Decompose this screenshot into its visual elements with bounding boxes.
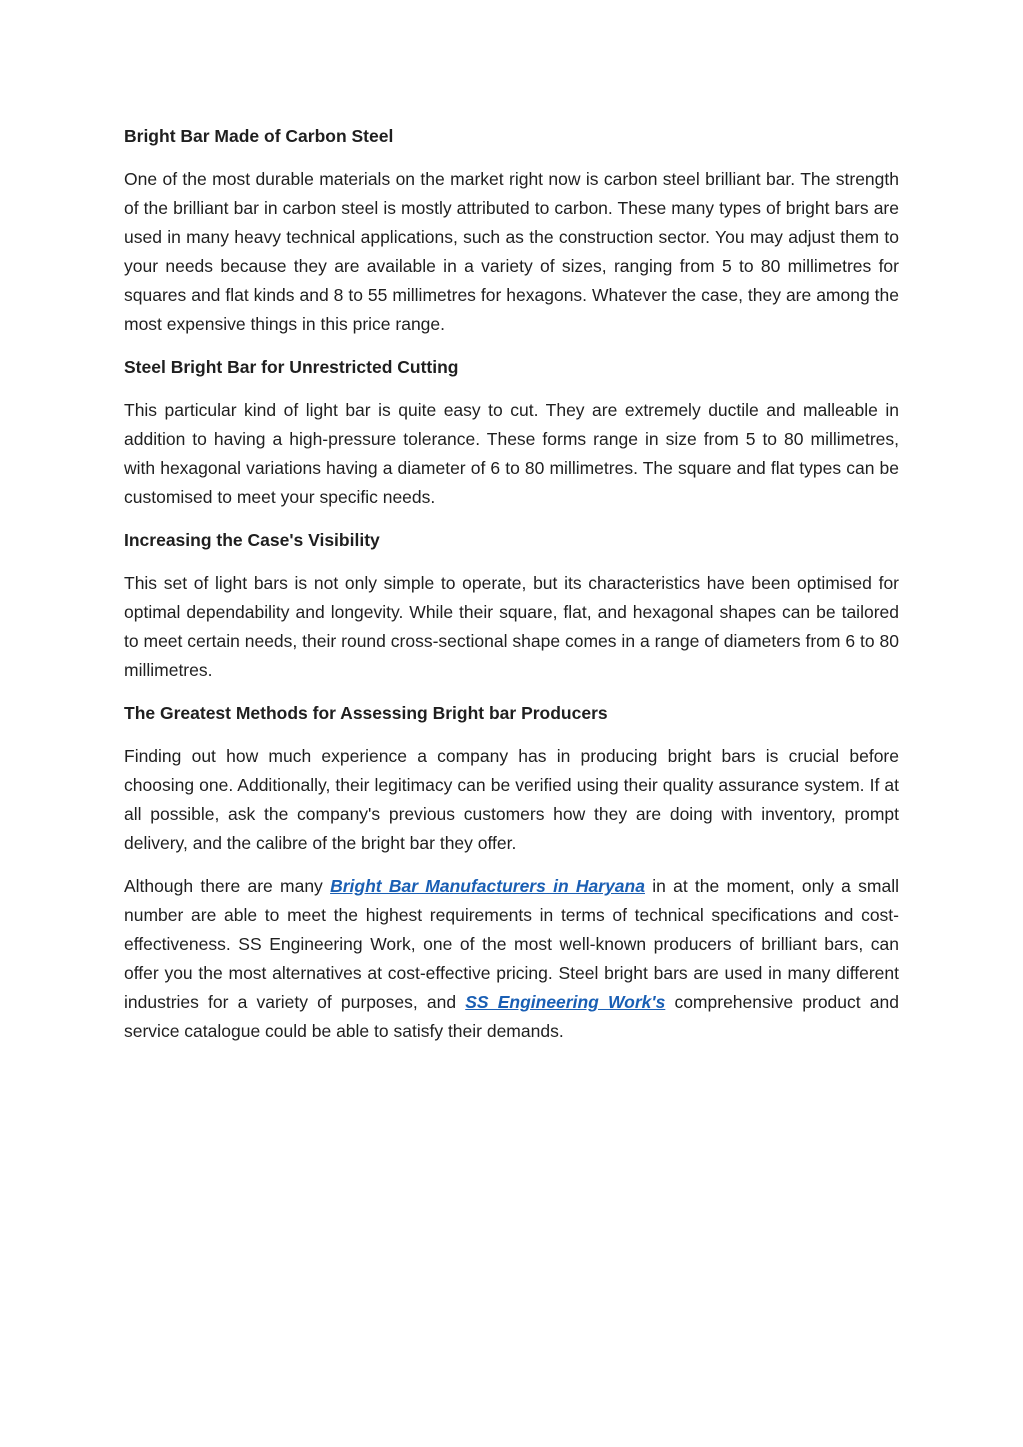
section-body-assessing-producers: Finding out how much experience a company has in producing bright bars is crucial before choosing one. Additionally, their legitimacy can be verified using their quality assurance system. If at all possible, ask the company's previous customers how they are doing with inventory, prompt delivery, and the calibre of the bright bar they offer. bbox=[124, 746, 899, 853]
bright-bar-manufacturers-link[interactable]: Bright Bar Manufacturers in Haryana bbox=[330, 876, 645, 896]
section-body-unrestricted-cutting: This particular kind of light bar is quite easy to cut. They are extremely ductile and malleable in addition to having a high-pressure tolerance. These forms range in size from 5 to 80 millimetres, with hexagonal variations having a diameter of 6 to 80 millimetres. The square and flat types can be customised to meet your specific needs. bbox=[124, 400, 899, 507]
section-body-visibility: This set of light bars is not only simple to operate, but its characteristics have been optimised for optimal dependability and longevity. While their square, flat, and hexagonal shapes can be tailored to meet certain needs, their round cross-sectional shape comes in a range of diameters from 6 to 80 millimetres. bbox=[124, 573, 899, 680]
section-heading-unrestricted-cutting: Steel Bright Bar for Unrestricted Cutting bbox=[124, 357, 459, 377]
section-heading-carbon-steel: Bright Bar Made of Carbon Steel bbox=[124, 126, 394, 146]
closing-text-part1: Although there are many bbox=[124, 876, 331, 896]
closing-text-part2: in at the moment, only a small number are able to meet the highest requirements in terms of technical specifications and cost-effectiveness. SS Engineering Work, one of the most well-known producers of brilliant bars, can offer you the most alternatives at cost-effective pricing. Steel bright bars are used in many different industries for a variety of purposes, and bbox=[124, 876, 900, 1012]
section-body-carbon-steel: One of the most durable materials on the market right now is carbon steel brilliant bar. The strength of the brilliant bar in carbon steel is mostly attributed to carbon. These many types of bright bars are used in many heavy technical applications, such as the construction sector. You may adjust them to your needs because they are available in a variety of sizes, ranging from 5 to 80 millimetres for squares and flat kinds and 8 to 55 millimetres for hexagons. Whatever the case, they are among the most expensive things in this price range. bbox=[124, 169, 899, 334]
closing-paragraph bbox=[124, 872, 899, 1046]
ss-engineering-work-link[interactable]: SS Engineering Work's bbox=[465, 992, 666, 1012]
section-heading-visibility: Increasing the Case's Visibility bbox=[124, 530, 380, 550]
section-heading-assessing-producers: The Greatest Methods for Assessing Bright bar Producers bbox=[124, 703, 608, 723]
closing-text-part3: comprehensive product and service catalogue could be able to satisfy their demands. bbox=[124, 992, 899, 1041]
document-page bbox=[124, 122, 899, 1060]
